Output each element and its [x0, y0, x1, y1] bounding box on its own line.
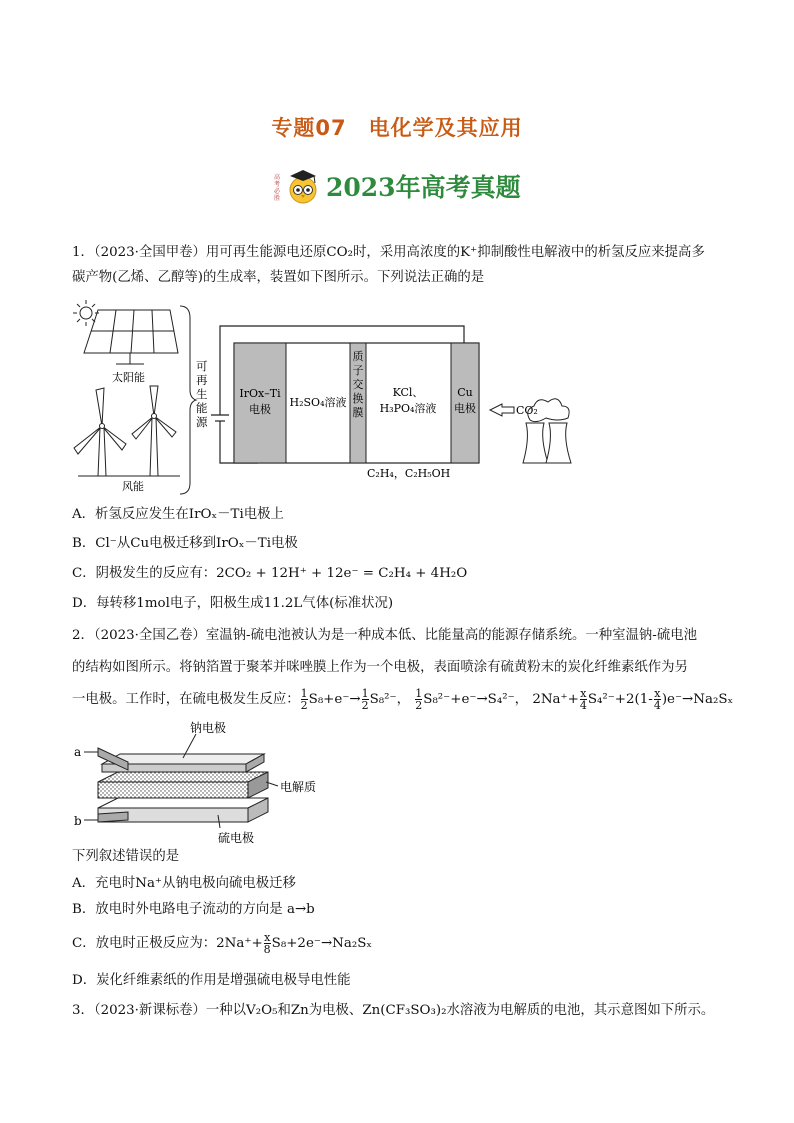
terminal-b-tab	[98, 812, 128, 822]
fraction: $\frac{1}{2}$	[415, 687, 423, 712]
anolyte-label: H₂SO₄溶液	[289, 396, 347, 409]
fraction: $\frac{1}{2}$	[361, 687, 369, 712]
q2-stem-line: 2．（2023·全国乙卷）室温钠-硫电池被认为是一种成本低、比能量高的能源存储系统。一种室温钠-硫电池	[72, 628, 697, 643]
renewable-label	[196, 359, 208, 429]
s-electrode-label: 硫电极	[218, 831, 255, 845]
topic-number: 专题07	[271, 116, 347, 140]
logo-char: 高	[274, 174, 281, 181]
svg-text:可: 可	[196, 359, 208, 373]
banner-text: 2023年高考真题	[326, 173, 521, 202]
owl-logo-icon	[272, 166, 322, 206]
q2-prompt: 下列叙述错误的是	[72, 849, 180, 864]
fraction: $\frac{x}{4}$	[579, 687, 587, 712]
catholyte-label: KCl、	[392, 386, 424, 399]
wind-turbine-icon	[74, 386, 180, 476]
solar-label: 太阳能	[112, 371, 145, 384]
q1-stem-line: 碳产物(乙烯、乙醇等)的生成率，装置如下图所示。下列说法正确的是	[72, 270, 485, 285]
svg-text:换: 换	[352, 392, 364, 405]
svg-text:膜: 膜	[352, 406, 364, 419]
catholyte-label: H₃PO₄溶液	[379, 402, 437, 415]
products-label: C₂H₄，C₂H₅OH	[367, 467, 451, 480]
logo-char: 必	[274, 188, 281, 195]
q2-option-b[interactable]: B．放电时外电路电子流动的方向是 a→b	[72, 902, 315, 917]
q1-apparatus-diagram	[68, 298, 588, 498]
co2-inlet-arrow-icon	[490, 404, 514, 416]
exam-banner	[272, 166, 521, 206]
q1-stem	[72, 240, 738, 290]
q3-stem: 3．（2023·新课标卷）一种以V₂O₅和Zn为电极、Zn(CF₃SO₃)₂水溶液为电解质的电池，其示意图如下所示。	[72, 1003, 715, 1018]
terminal-b-label: b	[74, 814, 82, 828]
factory-chimney-icon	[523, 399, 571, 463]
solar-panel-icon	[84, 310, 178, 364]
q1-option-a[interactable]: A．析氢反应发生在IrOₓ－Ti电极上	[72, 507, 284, 522]
q2-option-c[interactable]: C．放电时正极反应为：2Na⁺+ $\frac{x}{8}$ S₈+2e⁻→Na₂Sₓ	[72, 931, 373, 956]
wind-label: 风能	[122, 480, 144, 493]
q1-option-b[interactable]: B．Cl⁻从Cu电极迁移到IrOₓ－Ti电极	[72, 536, 298, 551]
fraction: $\frac{1}{2}$	[300, 687, 308, 712]
svg-text:子: 子	[352, 364, 364, 377]
q1-stem-line: 1．（2023·全国甲卷）用可再生能源电还原CO₂时，采用高浓度的K⁺抑制酸性电解液中的析氢反应来提高多	[72, 245, 705, 260]
electrolyte-label: 电解质	[280, 780, 317, 794]
anode-label: 电极	[249, 403, 271, 416]
svg-text:交: 交	[352, 378, 364, 391]
logo-char: 胜	[274, 195, 281, 202]
page-title	[0, 112, 794, 142]
svg-text:源: 源	[196, 415, 208, 429]
svg-text:生: 生	[196, 387, 208, 401]
co2-label: CO₂	[516, 404, 538, 417]
svg-text:能: 能	[196, 401, 208, 415]
na-electrode-label: 钠电极	[190, 721, 227, 735]
renewable-brace	[180, 306, 196, 494]
logo-char: 考	[274, 181, 281, 188]
q2-stem	[72, 620, 738, 716]
cathode-label: Cu	[457, 386, 473, 399]
svg-text:质: 质	[352, 350, 364, 363]
q2-option-d[interactable]: D．炭化纤维素纸的作用是增强硫电极导电性能	[72, 973, 351, 988]
sun-icon	[73, 300, 99, 326]
electrolyte-layer	[98, 772, 268, 782]
svg-text:再: 再	[196, 373, 208, 387]
cathode-label: 电极	[454, 402, 476, 415]
q2-battery-diagram	[68, 718, 368, 846]
q1-option-d[interactable]: D．每转移1mol电子，阳极生成11.2L气体(标准状况)	[72, 596, 394, 611]
q2-stem-line: 的结构如图所示。将钠箔置于聚苯并咪唑膜上作为一个电极，表面喷涂有硫黄粉末的炭化纤维素纸作为另	[72, 660, 688, 675]
anode-label: IrOx–Ti	[239, 387, 281, 400]
membrane-label	[353, 349, 364, 419]
topic-title: 电化学及其应用	[368, 116, 523, 140]
terminal-a-label: a	[74, 745, 82, 759]
fraction: $\frac{x}{4}$	[653, 687, 661, 712]
fraction: $\frac{x}{8}$	[263, 931, 271, 956]
q1-option-c[interactable]: C．阴极发生的反应有：2CO₂ + 12H⁺ + 12e⁻ = C₂H₄ + 4H₂O	[72, 566, 468, 581]
q2-stem-line: 一电极。工作时，在硫电极发生反应： $\frac{1}{2}$ S₈+e⁻→ $\frac{1}{2}$ S₈²⁻， $\frac{1}{2}$ S₈²⁻+e⁻→S₄²⁻， 2Na⁺+ $\frac{x}{4}$ S₄²⁻+2(1- $\frac{x}{4}$ )e⁻→Na₂Sₓ	[72, 687, 734, 712]
q2-option-a[interactable]: A．充电时Na⁺从钠电极向硫电极迁移	[72, 876, 296, 891]
sulfur-electrode-layer	[98, 798, 268, 808]
